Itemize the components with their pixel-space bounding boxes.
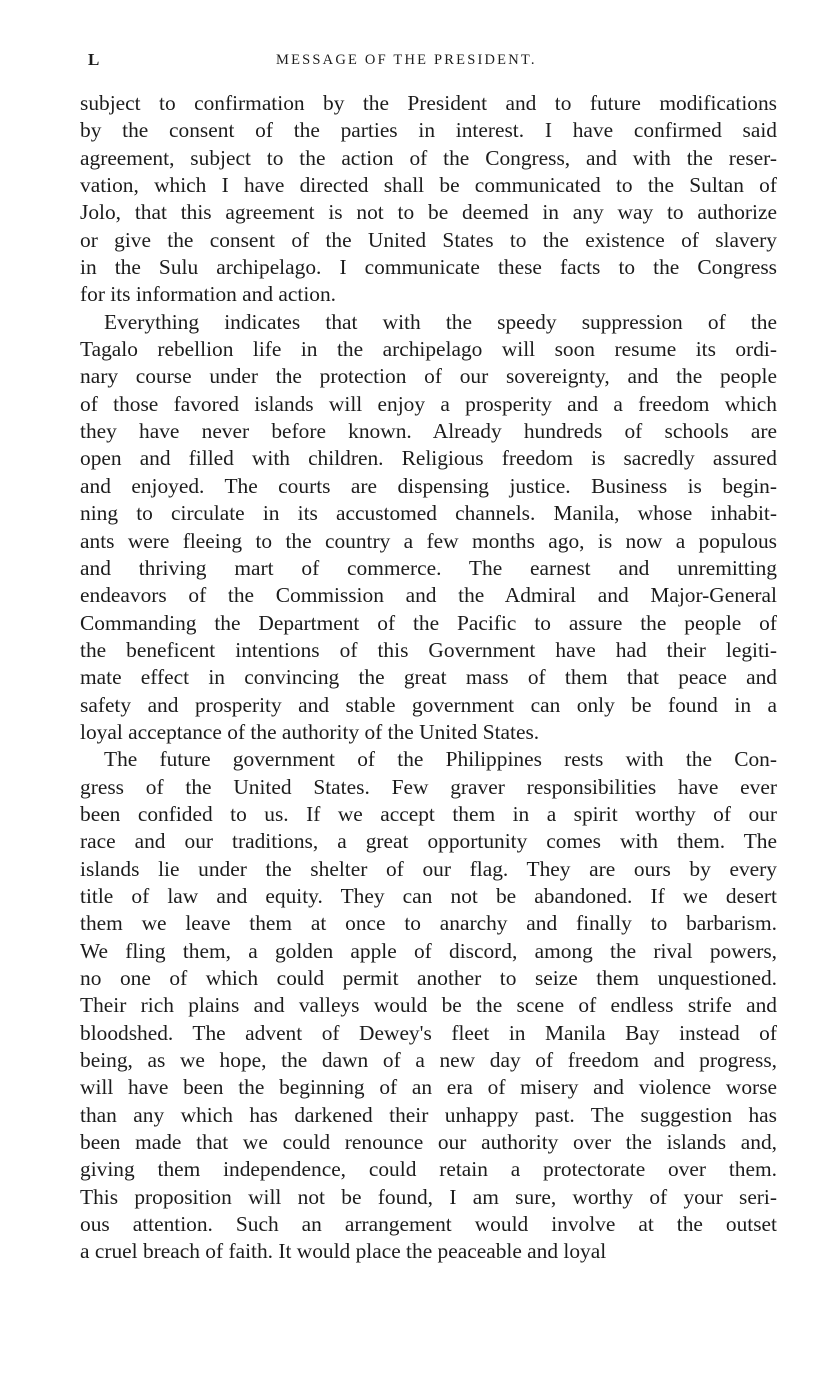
text-line: and enjoyed. The courts are dispensing justice. Business is begin- bbox=[80, 473, 777, 498]
text-line: no one of which could permit another to seize them unquestioned. bbox=[80, 966, 777, 990]
text-line: endeavors of the Commission and the Admiral and Major-General bbox=[80, 583, 777, 608]
text-line: agreement, subject to the action of the Congress, and with the reser- bbox=[80, 145, 777, 170]
text-line: open and filled with children. Religious freedom is sacredly assured bbox=[80, 446, 777, 471]
text-line: ning to circulate in its accustomed channels. Manila, whose inhabit- bbox=[80, 501, 777, 526]
running-head: MESSAGE OF THE PRESIDENT. bbox=[276, 52, 537, 68]
text-line: title of law and equity. They can not be abandoned. If we desert bbox=[80, 883, 777, 908]
text-line: nary course under the protection of our sovereignty, and the people bbox=[80, 364, 777, 389]
text-line: vation, which I have directed shall be communicated to the Sultan of bbox=[80, 173, 777, 198]
text-line: gress of the United States. Few graver responsibilities have ever bbox=[80, 774, 777, 799]
text-line: We fling them, a golden apple of discord, among the rival powers, bbox=[80, 938, 777, 963]
paragraph bbox=[80, 309, 777, 747]
text-line: being, as we hope, the dawn of a new day of freedom and progress, bbox=[80, 1048, 777, 1073]
text-line: them we leave them at once to anarchy and finally to barbarism. bbox=[80, 911, 777, 936]
text-line: ants were fleeing to the country a few months ago, is now a populous bbox=[80, 528, 777, 553]
page-header bbox=[88, 50, 778, 76]
text-line: Their rich plains and valleys would be the scene of endless strife and bbox=[80, 993, 777, 1018]
text-line: bloodshed. The advent of Dewey's fleet in Manila Bay instead of bbox=[80, 1020, 777, 1045]
text-line: Tagalo rebellion life in the archipelago will soon resume its ordi- bbox=[80, 337, 777, 362]
text-line: mate effect in convincing the great mass of them that peace and bbox=[80, 665, 777, 690]
text-line: a cruel breach of faith. It would place the peaceable and loyal bbox=[80, 1239, 607, 1264]
text-line: in the Sulu archipelago. I communicate these facts to the Congress bbox=[80, 255, 777, 280]
text-line: Commanding the Department of the Pacific to assure the people of bbox=[80, 610, 777, 635]
text-line: for its information and action. bbox=[80, 282, 337, 307]
body-text bbox=[80, 90, 777, 1266]
text-line: race and our traditions, a great opportunity comes with them. The bbox=[80, 829, 777, 854]
text-line: and thriving mart of commerce. The earnest and unremitting bbox=[80, 555, 777, 580]
text-line: been made that we could renounce our authority over the islands and, bbox=[80, 1130, 777, 1155]
text-line: loyal acceptance of the authority of the United States. bbox=[80, 719, 540, 744]
text-line: Jolo, that this agreement is not to be deemed in any way to authorize bbox=[80, 200, 777, 225]
text-line: by the consent of the parties in interest. I have confirmed said bbox=[80, 118, 777, 143]
text-line: of those favored islands will enjoy a prosperity and a freedom which bbox=[80, 391, 777, 416]
text-line: giving them independence, could retain a protectorate over them. bbox=[80, 1157, 777, 1182]
page-number: L bbox=[88, 50, 101, 69]
text-line: they have never before known. Already hundreds of schools are bbox=[80, 419, 777, 444]
text-line: safety and prosperity and stable government can only be found in a bbox=[80, 692, 777, 717]
paragraph bbox=[80, 90, 777, 309]
text-line: will have been the beginning of an era of misery and violence worse bbox=[80, 1075, 777, 1100]
text-line: This proposition will not be found, I am sure, worthy of your seri- bbox=[80, 1184, 777, 1209]
text-line: than any which has darkened their unhappy past. The suggestion has bbox=[80, 1102, 777, 1127]
text-line: The future government of the Philippines rests with the Con- bbox=[104, 747, 777, 772]
paragraph bbox=[80, 746, 777, 1266]
text-line: been confided to us. If we accept them in a spirit worthy of our bbox=[80, 801, 777, 826]
text-line: or give the consent of the United States to the existence of slavery bbox=[80, 227, 777, 252]
text-line: islands lie under the shelter of our flag. They are ours by every bbox=[80, 856, 777, 881]
text-line: the beneficent intentions of this Government have had their legiti- bbox=[80, 637, 777, 662]
text-line: ous attention. Such an arrangement would involve at the outset bbox=[80, 1212, 777, 1237]
text-line: Everything indicates that with the speedy suppression of the bbox=[104, 309, 777, 334]
text-line: subject to confirmation by the President and to future modifications bbox=[80, 91, 777, 115]
